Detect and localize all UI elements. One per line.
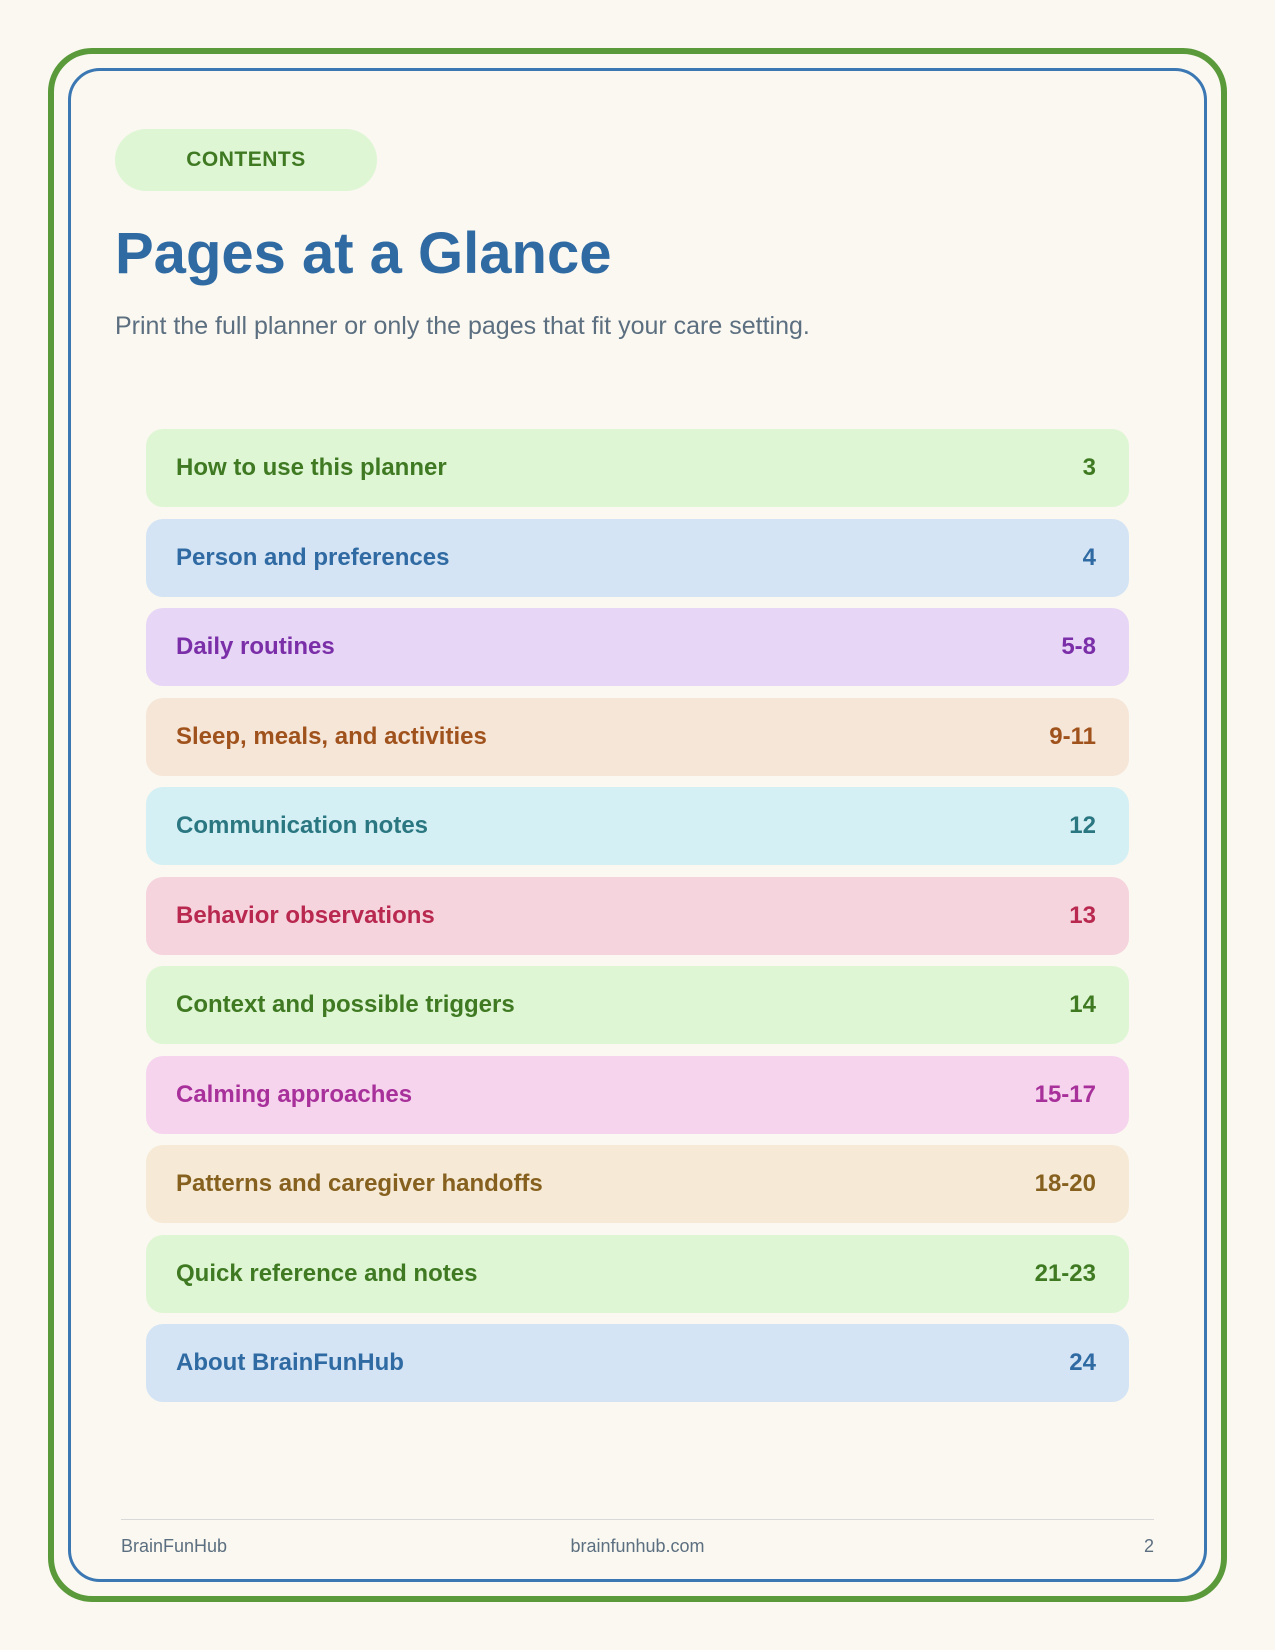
toc-entry-7[interactable]	[146, 966, 1129, 1044]
footer-page-number: 2	[1143, 1536, 1154, 1556]
toc-entry-label: Sleep, meals, and activities	[176, 722, 487, 750]
page-subtitle: Print the full planner or only the pages that fit your care setting.	[115, 312, 810, 340]
toc-entry-label: About BrainFunHub	[176, 1349, 404, 1376]
toc-entry-pages: 12	[1069, 812, 1096, 839]
page-title: Pages at a Glance	[115, 221, 612, 286]
contents-badge: CONTENTS	[115, 129, 377, 191]
toc-entry-9[interactable]	[146, 1145, 1129, 1223]
toc-entry-pages: 13	[1069, 901, 1096, 929]
footer-divider	[121, 1519, 1154, 1520]
table-of-contents	[146, 429, 1129, 1414]
toc-entry-label: Calming approaches	[176, 1080, 413, 1108]
footer-brand: BrainFunHub	[121, 1536, 228, 1556]
toc-entry-pages: 4	[1082, 543, 1096, 571]
toc-entry-label: Behavior observations	[176, 901, 435, 929]
toc-entry-pages: 3	[1082, 454, 1096, 481]
toc-entry-pages: 18-20	[1034, 1170, 1096, 1197]
toc-entry-pages: 5-8	[1061, 633, 1096, 660]
toc-entry-1[interactable]	[146, 429, 1129, 507]
toc-entry-pages: 14	[1069, 991, 1096, 1018]
toc-entry-label: How to use this planner	[176, 454, 447, 481]
toc-entry-label: Daily routines	[176, 633, 335, 660]
toc-entry-pages: 24	[1069, 1349, 1096, 1376]
footer-url[interactable]: brainfunhub.com	[570, 1536, 705, 1556]
toc-entry-label: Patterns and caregiver handoffs	[176, 1170, 543, 1197]
toc-entry-label: Quick reference and notes	[176, 1259, 478, 1287]
toc-entry-8[interactable]	[146, 1056, 1129, 1134]
toc-entry-2[interactable]	[146, 519, 1129, 597]
toc-entry-pages: 21-23	[1034, 1259, 1096, 1287]
toc-entry-11[interactable]	[146, 1324, 1129, 1402]
toc-entry-label: Person and preferences	[176, 543, 450, 571]
toc-entry-4[interactable]	[146, 698, 1129, 776]
toc-entry-10[interactable]	[146, 1235, 1129, 1313]
toc-entry-5[interactable]	[146, 787, 1129, 865]
toc-entry-pages: 15-17	[1034, 1080, 1096, 1108]
toc-entry-label: Communication notes	[176, 812, 429, 839]
toc-entry-6[interactable]	[146, 877, 1129, 955]
toc-entry-pages: 9-11	[1049, 722, 1096, 750]
toc-entry-3[interactable]	[146, 608, 1129, 686]
toc-entry-label: Context and possible triggers	[176, 991, 515, 1018]
